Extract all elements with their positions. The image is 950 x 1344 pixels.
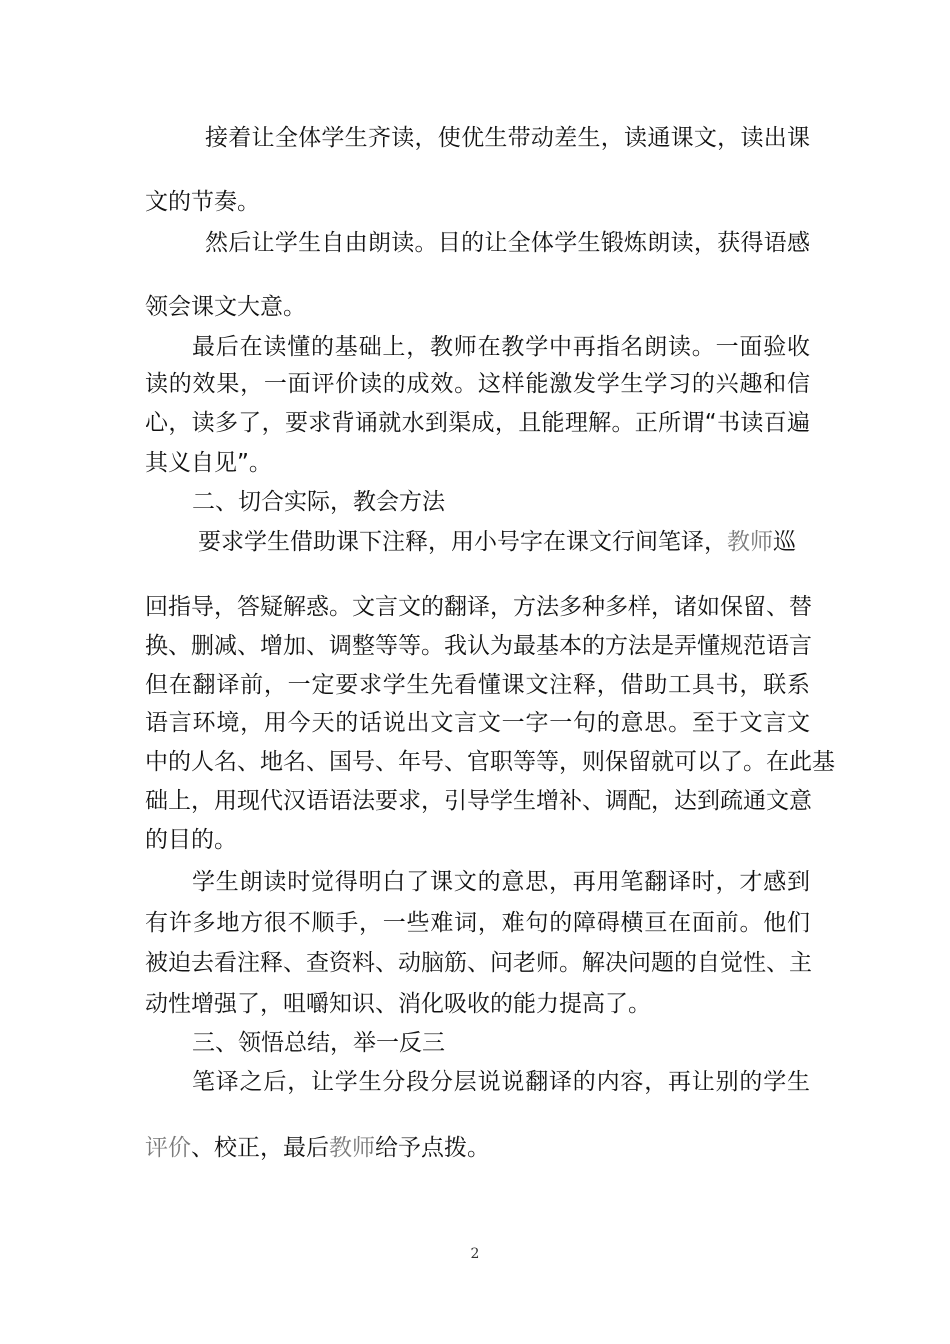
text-line: 中的人名、地名、国号、年号、官职等等，则保留就可以了。在此基 xyxy=(145,749,835,775)
text-line: 接着让全体学生齐读，使优生带动差生，读通课文，读出课 xyxy=(205,125,810,151)
text-line: 的目的。 xyxy=(145,827,237,853)
text-line: 回指导，答疑解惑。文言文的翻译，方法多种多样，诸如保留、替 xyxy=(145,594,812,620)
text-line: 最后在读懂的基础上，教师在教学中再指名朗读。一面验收 xyxy=(192,334,810,360)
text-segment-gray: 教师 xyxy=(329,1135,375,1161)
text-line: 读的效果，一面评价读的成效。这样能激发学生学习的兴趣和信 xyxy=(145,371,810,397)
text-line: 心，读多了，要求背诵就水到渠成，且能理解。正所谓“书读百遍 xyxy=(145,410,810,436)
text-line xyxy=(198,522,810,562)
text-line: 笔译之后，让学生分段分层说说翻译的内容，再让别的学生 xyxy=(192,1069,810,1095)
text-line: 被迫去看注释、查资料、动脑筋、问老师。解决问题的自觉性、主 xyxy=(145,950,812,976)
page-number: 2 xyxy=(470,1246,480,1262)
text-segment: 给予点拨。 xyxy=(375,1135,490,1161)
text-line: 领会课文大意。 xyxy=(145,294,306,320)
text-line: 文的节奏。 xyxy=(145,189,260,215)
section-heading: 三、领悟总结，举一反三 xyxy=(192,1030,445,1056)
section-heading: 二、切合实际，教会方法 xyxy=(192,489,445,515)
text-segment-gray: 评价 xyxy=(145,1135,191,1161)
text-line: 换、删减、增加、调整等等。我认为最基本的方法是弄懂规范语言 xyxy=(145,633,812,659)
text-line: 动性增强了，咀嚼知识、消化吸收的能力提高了。 xyxy=(145,991,651,1017)
text-segment: 要求学生借助课下注释，用小号字在课文行间笔译， xyxy=(198,529,727,555)
text-line: 有许多地方很不顺手，一些难词，难句的障碍横亘在面前。他们 xyxy=(145,910,810,936)
text-segment: 、校正，最后 xyxy=(191,1135,329,1161)
text-line: 础上，用现代汉语语法要求，引导学生增补、调配，达到疏通文意 xyxy=(145,788,812,814)
text-segment-gray: 教师 xyxy=(727,529,773,555)
text-line: 但在翻译前，一定要求学生先看懂课文注释，借助工具书，联系 xyxy=(145,672,810,698)
text-line: 其义自见”。 xyxy=(145,450,272,476)
text-line: 学生朗读时觉得明白了课文的意思，再用笔翻译时，才感到 xyxy=(192,869,810,895)
text-segment: 巡 xyxy=(773,529,796,555)
text-line xyxy=(145,1128,810,1168)
text-line: 然后让学生自由朗读。目的让全体学生锻炼朗读，获得语感 xyxy=(205,230,810,256)
text-line: 语言环境，用今天的话说出文言文一字一句的意思。至于文言文 xyxy=(145,710,810,736)
